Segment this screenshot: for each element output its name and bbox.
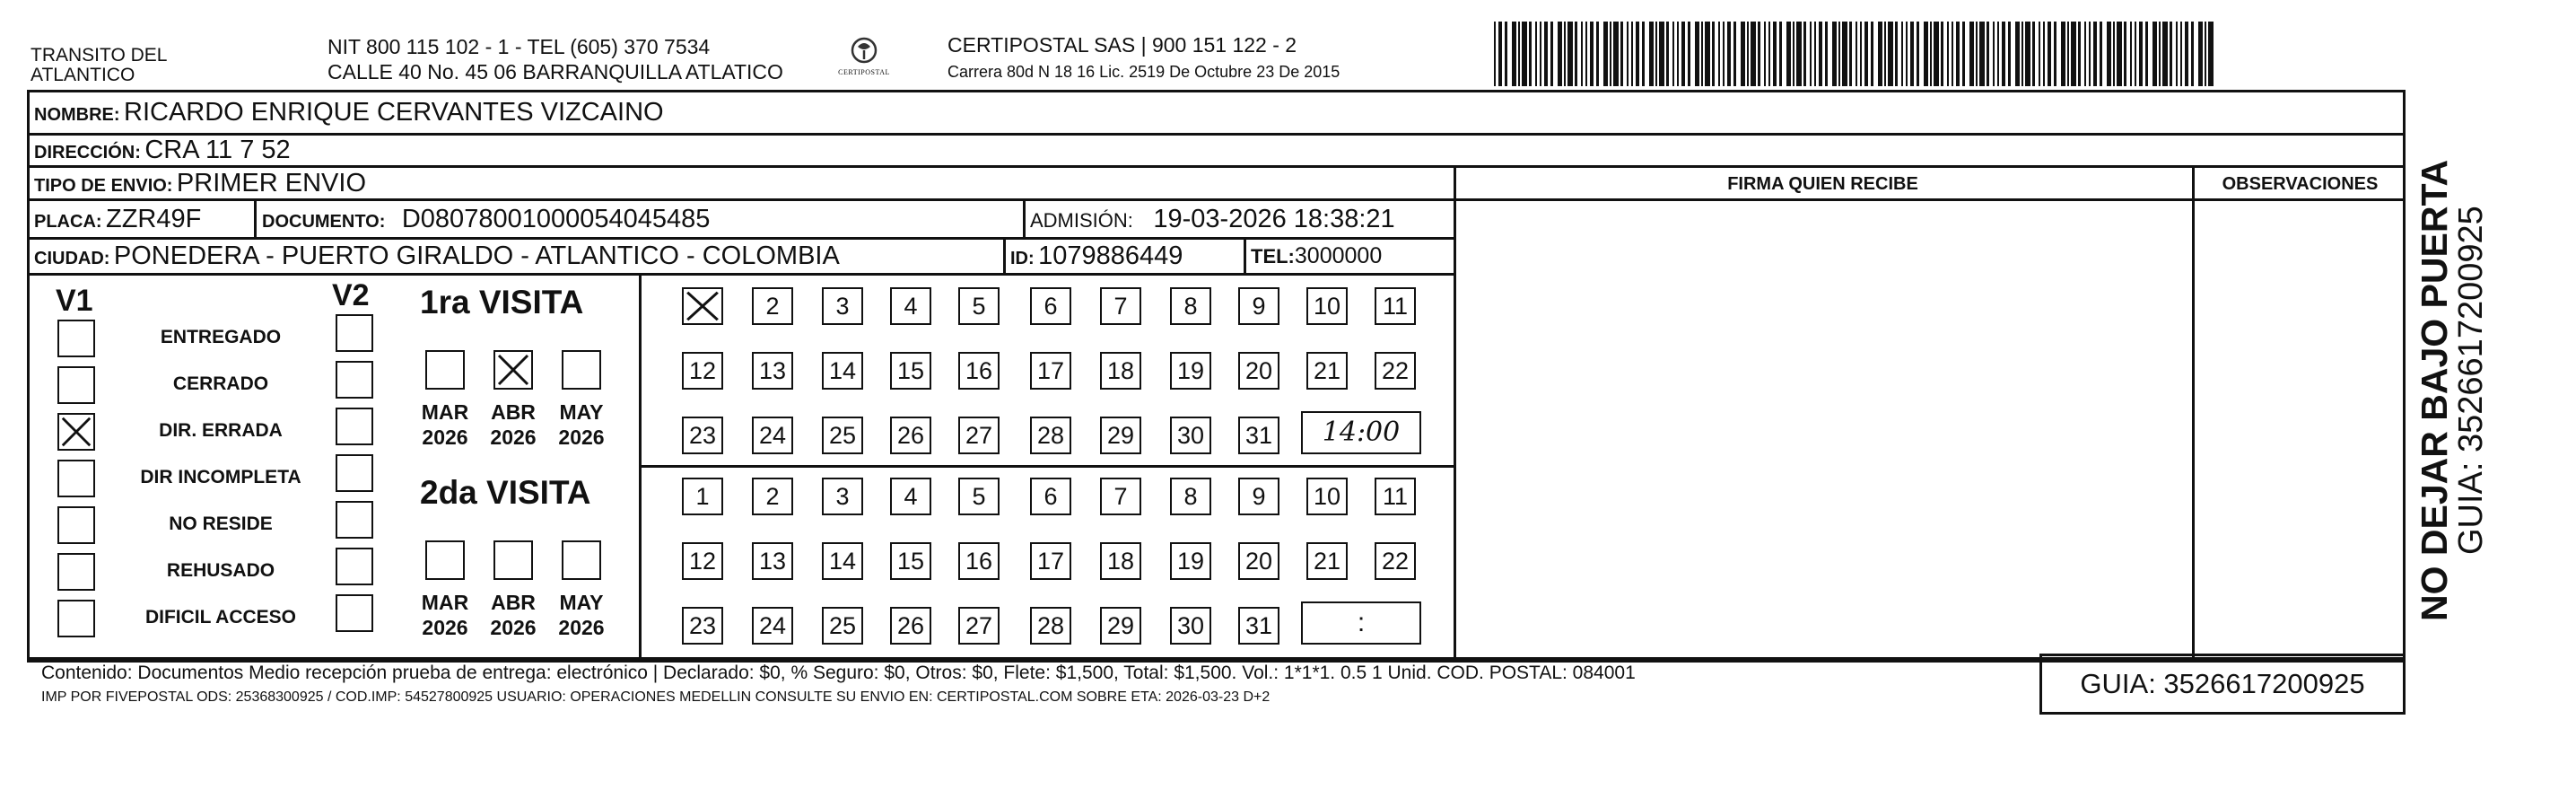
barcode-bar bbox=[1718, 22, 1720, 86]
recipient-name-value: RICARDO ENRIQUE CERVANTES VIZCAINO bbox=[124, 98, 664, 127]
day-checkbox[interactable]: 23 bbox=[682, 607, 723, 645]
divider bbox=[1454, 165, 1456, 657]
barcode-bar bbox=[1842, 22, 1847, 86]
recipient-name-field bbox=[34, 97, 664, 132]
plate-label: PLACA: bbox=[34, 212, 102, 232]
document-field bbox=[262, 204, 710, 239]
phone-label: TEL: bbox=[1251, 245, 1295, 268]
day-checkbox[interactable]: 3 bbox=[822, 287, 863, 325]
barcode-bar bbox=[1803, 22, 1806, 86]
day-checkbox[interactable]: 12 bbox=[682, 352, 723, 390]
month-checkbox[interactable] bbox=[493, 540, 533, 580]
month-checkbox[interactable] bbox=[493, 350, 533, 390]
barcode-bar bbox=[2124, 22, 2126, 86]
barcode-bar bbox=[2054, 22, 2056, 86]
divider bbox=[2192, 165, 2195, 657]
barcode-bar bbox=[1979, 22, 1985, 86]
barcode-bar bbox=[2159, 22, 2161, 86]
barcode-bar bbox=[1631, 22, 1633, 86]
barcode-bar bbox=[1901, 22, 1903, 86]
day-checkbox[interactable]: 14 bbox=[822, 542, 863, 580]
id-value: 1079886449 bbox=[1038, 241, 1183, 270]
barcode-bar bbox=[1764, 22, 1766, 86]
barcode-bar bbox=[1585, 22, 1587, 86]
day-checkbox[interactable]: 20 bbox=[1238, 352, 1279, 390]
barcode-bar bbox=[1871, 22, 1873, 86]
barcode-bar bbox=[1659, 22, 1664, 86]
issuer-address: CALLE 40 No. 45 06 BARRANQUILLA ATLATICO bbox=[327, 60, 783, 83]
barcode-bar bbox=[1832, 22, 1837, 86]
barcode-bar bbox=[1550, 22, 1553, 86]
status-reason-label: NO RESIDE bbox=[169, 514, 273, 534]
barcode-bar bbox=[2100, 22, 2102, 86]
contents-line: Contenido: Documentos Medio recepción prueba de entrega: electrónico | Declarado: $0, % Seguro: $0, Otros: $0, Flete: $1,500, Total: $1,500. Vol.: 1*1*1. 0.5 1 Unid. COD. POSTAL: 084001 bbox=[41, 663, 1636, 683]
day-checkbox[interactable] bbox=[682, 287, 723, 325]
v1-checkbox[interactable] bbox=[57, 366, 95, 404]
barcode-bar bbox=[2139, 22, 2143, 86]
day-checkbox[interactable]: 15 bbox=[890, 542, 931, 580]
recipient-name-label: NOMBRE: bbox=[34, 105, 120, 125]
visit-time-box[interactable]: 14:00 bbox=[1301, 411, 1421, 454]
id-label: ID: bbox=[1010, 249, 1035, 268]
day-checkbox[interactable]: 4 bbox=[890, 287, 931, 325]
month-year: 2026 bbox=[422, 426, 468, 449]
barcode-bar bbox=[1681, 22, 1685, 86]
barcode-bar bbox=[1819, 22, 1822, 86]
barcode-bar bbox=[1627, 22, 1629, 86]
address-value: CRA 11 7 52 bbox=[144, 136, 291, 164]
day-checkbox[interactable]: 28 bbox=[1030, 417, 1071, 454]
barcode-bar bbox=[2152, 22, 2157, 86]
barcode-bar bbox=[1768, 22, 1770, 86]
day-checkbox[interactable]: 31 bbox=[1238, 417, 1279, 454]
day-checkbox[interactable]: 15 bbox=[890, 352, 931, 390]
barcode-bar bbox=[2093, 22, 2097, 86]
phone-value: 3000000 bbox=[1294, 243, 1383, 268]
barcode-bar bbox=[1864, 22, 1868, 86]
city-value: PONEDERA - PUERTO GIRALDO - ATLANTICO - COLOMBIA bbox=[113, 241, 840, 270]
v2-checkbox[interactable] bbox=[336, 548, 373, 585]
month-label: MAR bbox=[421, 591, 469, 614]
month-checkbox[interactable] bbox=[425, 540, 465, 580]
barcode-bar bbox=[1884, 22, 1886, 86]
month-year: 2026 bbox=[490, 616, 537, 639]
month-label: ABR bbox=[491, 400, 536, 424]
barcode-bar bbox=[2008, 22, 2011, 86]
barcode-bar bbox=[1849, 22, 1852, 86]
barcode-bar bbox=[1733, 22, 1736, 86]
barcode-bar bbox=[1962, 22, 1965, 86]
day-checkbox[interactable]: 30 bbox=[1170, 417, 1211, 454]
barcode-bar bbox=[1952, 22, 1953, 86]
day-checkbox[interactable]: 19 bbox=[1170, 352, 1211, 390]
month-label: MAY bbox=[559, 400, 604, 424]
barcode-bar bbox=[1596, 22, 1599, 86]
day-checkbox[interactable]: 18 bbox=[1100, 542, 1141, 580]
day-checkbox[interactable]: 1 bbox=[682, 478, 723, 515]
barcode-bar bbox=[1976, 22, 1978, 86]
barcode-bar bbox=[2071, 22, 2076, 86]
status-reason-label: DIR. ERRADA bbox=[159, 420, 283, 441]
barcode-bar bbox=[2176, 22, 2178, 86]
observations-header: OBSERVACIONES bbox=[2222, 174, 2379, 194]
barcode-bar bbox=[1786, 22, 1791, 86]
day-checkbox[interactable]: 13 bbox=[752, 352, 793, 390]
day-checkbox[interactable]: 2 bbox=[752, 287, 793, 325]
v1-checkbox[interactable] bbox=[57, 553, 95, 591]
barcode-bar bbox=[1558, 22, 1562, 86]
barcode-bar bbox=[1741, 22, 1745, 86]
day-checkbox[interactable]: 9 bbox=[1238, 287, 1279, 325]
barcode-bar bbox=[2135, 22, 2136, 86]
day-checkbox[interactable]: 17 bbox=[1030, 352, 1071, 390]
barcode-bar bbox=[1723, 22, 1725, 86]
month-year: 2026 bbox=[422, 616, 468, 639]
day-checkbox[interactable]: 25 bbox=[822, 607, 863, 645]
visit-title: 1ra VISITA bbox=[420, 284, 584, 320]
day-checkbox[interactable]: 6 bbox=[1030, 478, 1071, 515]
day-checkbox[interactable]: 26 bbox=[890, 607, 931, 645]
v2-checkbox[interactable] bbox=[336, 594, 373, 632]
carrier-license: Carrera 80d N 18 16 Lic. 2519 De Octubre 23 De 2015 bbox=[947, 63, 1340, 81]
barcode-bar bbox=[2185, 22, 2188, 86]
day-checkbox[interactable]: 21 bbox=[1306, 352, 1348, 390]
logo-wordmark: CERTIPOSTAL bbox=[838, 68, 890, 76]
day-checkbox[interactable]: 2 bbox=[752, 478, 793, 515]
issuer-name-line1: TRANSITO DEL bbox=[31, 45, 168, 66]
v2-checkbox[interactable] bbox=[336, 314, 373, 352]
barcode-bar bbox=[1701, 22, 1703, 86]
shipment-type-label: TIPO DE ENVIO: bbox=[34, 176, 173, 196]
day-checkbox[interactable]: 16 bbox=[958, 542, 1000, 580]
admission-value: 19-03-2026 18:38:21 bbox=[1153, 205, 1395, 233]
document-label: DOCUMENTO: bbox=[262, 212, 386, 232]
day-checkbox[interactable]: 7 bbox=[1100, 478, 1141, 515]
month-checkbox[interactable] bbox=[562, 540, 601, 580]
divider bbox=[1003, 237, 1006, 273]
city-label: CIUDAD: bbox=[34, 249, 110, 268]
barcode-bar bbox=[1672, 22, 1674, 86]
divider bbox=[1244, 237, 1246, 273]
barcode-bar bbox=[1590, 22, 1594, 86]
barcode-bar bbox=[2015, 22, 2020, 86]
document-value: D08078001000054045485 bbox=[401, 205, 711, 233]
address-label: DIRECCIÓN: bbox=[34, 143, 141, 162]
barcode-bar bbox=[1758, 22, 1760, 86]
v1-checkbox[interactable] bbox=[57, 320, 95, 357]
day-checkbox[interactable]: 24 bbox=[752, 417, 793, 454]
barcode-bar bbox=[2067, 22, 2069, 86]
barcode-bar bbox=[1751, 22, 1756, 86]
divider bbox=[1454, 198, 2406, 201]
day-checkbox[interactable]: 7 bbox=[1100, 287, 1141, 325]
barcode-bar bbox=[1575, 22, 1577, 86]
barcode-bar bbox=[1747, 22, 1749, 86]
barcode-bar bbox=[1688, 22, 1690, 86]
month-label: MAR bbox=[421, 400, 469, 424]
barcode-bar bbox=[1544, 22, 1548, 86]
day-checkbox[interactable]: 17 bbox=[1030, 542, 1071, 580]
day-checkbox[interactable]: 11 bbox=[1375, 478, 1416, 515]
day-checkbox[interactable]: 29 bbox=[1100, 417, 1141, 454]
barcode-bar bbox=[1895, 22, 1898, 86]
barcode-bar bbox=[1610, 22, 1611, 86]
barcode-bar bbox=[1567, 22, 1573, 86]
day-checkbox[interactable]: 10 bbox=[1306, 478, 1348, 515]
day-checkbox[interactable]: 5 bbox=[958, 478, 1000, 515]
day-checkbox[interactable]: 25 bbox=[822, 417, 863, 454]
barcode-bar bbox=[1956, 22, 1960, 86]
barcode-bar bbox=[2191, 22, 2194, 86]
v1-checkbox[interactable] bbox=[57, 600, 95, 637]
x-mark-icon bbox=[59, 415, 93, 449]
barcode-bar bbox=[1906, 22, 1908, 86]
city-field bbox=[34, 241, 840, 276]
barcode-bar bbox=[1878, 22, 1882, 86]
phone-field bbox=[1251, 241, 1382, 275]
v1-checkbox[interactable] bbox=[57, 413, 95, 451]
day-checkbox[interactable]: 3 bbox=[822, 478, 863, 515]
day-checkbox[interactable]: 10 bbox=[1306, 287, 1348, 325]
day-checkbox[interactable]: 5 bbox=[958, 287, 1000, 325]
certipostal-logo bbox=[833, 34, 895, 83]
barcode-bar bbox=[1838, 22, 1840, 86]
status-reason-label: CERRADO bbox=[172, 373, 269, 394]
barcode-bar bbox=[2048, 22, 2051, 86]
side-warning: NO DEJAR BAJO PUERTA bbox=[2414, 159, 2455, 621]
day-checkbox[interactable]: 13 bbox=[752, 542, 793, 580]
barcode-bar bbox=[2170, 22, 2172, 86]
barcode-bar bbox=[1518, 22, 1520, 86]
divider bbox=[254, 198, 257, 237]
day-checkbox[interactable]: 12 bbox=[682, 542, 723, 580]
barcode-bar bbox=[2002, 22, 2005, 86]
month-checkbox[interactable] bbox=[562, 350, 601, 390]
day-checkbox[interactable]: 27 bbox=[958, 607, 1000, 645]
barcode-bar bbox=[2205, 22, 2206, 86]
barcode-bar bbox=[1649, 22, 1654, 86]
barcode-bar bbox=[1522, 22, 1527, 86]
divider bbox=[639, 465, 1454, 468]
printing-line: IMP POR FIVEPOSTAL ODS: 25368300925 / COD.IMP: 54527800925 USUARIO: OPERACIONES MEDELLIN CONSULTE SU ENVIO EN: CERTIPOSTAL.COM SOBRE ETA: 2026-03-23 D+2 bbox=[41, 689, 1271, 705]
barcode-bar bbox=[2117, 22, 2122, 86]
issuer-nit: NIT 800 115 102 - 1 - TEL (605) 370 7534 bbox=[327, 35, 711, 58]
barcode-bar bbox=[1810, 22, 1812, 86]
admission-field bbox=[1030, 204, 1395, 239]
barcode-bar bbox=[1993, 22, 1995, 86]
barcode-bar bbox=[1796, 22, 1802, 86]
status-reason-label: REHUSADO bbox=[166, 560, 275, 581]
day-checkbox[interactable]: 16 bbox=[958, 352, 1000, 390]
barcode-bar bbox=[1930, 22, 1932, 86]
shipment-type-value: PRIMER ENVIO bbox=[176, 169, 367, 198]
day-checkbox[interactable]: 6 bbox=[1030, 287, 1071, 325]
barcode-bar bbox=[1603, 22, 1608, 86]
v2-checkbox[interactable] bbox=[336, 454, 373, 492]
barcode-bar bbox=[1642, 22, 1645, 86]
month-checkbox[interactable] bbox=[425, 350, 465, 390]
visit2-column-header: V2 bbox=[332, 278, 370, 312]
barcode-bar bbox=[1947, 22, 1949, 86]
barcode-bar bbox=[1613, 22, 1619, 86]
barcode-bar bbox=[1655, 22, 1657, 86]
month-year: 2026 bbox=[558, 616, 605, 639]
barcode-bar bbox=[2089, 22, 2091, 86]
barcode bbox=[1494, 22, 2219, 86]
plate-field bbox=[34, 204, 201, 239]
visit-time-box[interactable]: : bbox=[1301, 601, 1421, 645]
day-checkbox[interactable]: 21 bbox=[1306, 542, 1348, 580]
day-checkbox[interactable]: 31 bbox=[1238, 607, 1279, 645]
v1-checkbox[interactable] bbox=[57, 460, 95, 497]
barcode-bar bbox=[2039, 22, 2040, 86]
address-field bbox=[34, 135, 291, 170]
day-checkbox[interactable]: 20 bbox=[1238, 542, 1279, 580]
month-year: 2026 bbox=[558, 426, 605, 449]
barcode-bar bbox=[1888, 22, 1893, 86]
month-label: MAY bbox=[559, 591, 604, 614]
barcode-bar bbox=[2130, 22, 2132, 86]
barcode-bar bbox=[1860, 22, 1862, 86]
day-checkbox[interactable]: 8 bbox=[1170, 478, 1211, 515]
barcode-bar bbox=[2145, 22, 2148, 86]
shipment-type-field bbox=[34, 168, 366, 203]
barcode-bar bbox=[1941, 22, 1943, 86]
v2-checkbox[interactable] bbox=[336, 501, 373, 539]
day-checkbox[interactable]: 29 bbox=[1100, 607, 1141, 645]
barcode-bar bbox=[2078, 22, 2081, 86]
divider bbox=[27, 165, 2406, 168]
barcode-bar bbox=[1712, 22, 1715, 86]
day-checkbox[interactable]: 11 bbox=[1375, 287, 1416, 325]
admission-label: ADMISIÓN: bbox=[1030, 209, 1133, 232]
barcode-bar bbox=[1856, 22, 1857, 86]
visit-title: 2da VISITA bbox=[420, 474, 591, 511]
barcode-bar bbox=[2061, 22, 2065, 86]
barcode-bar bbox=[1505, 22, 1507, 86]
barcode-bar bbox=[2162, 22, 2168, 86]
barcode-bar bbox=[1934, 22, 1939, 86]
barcode-bar bbox=[1581, 22, 1583, 86]
day-checkbox[interactable]: 22 bbox=[1375, 352, 1416, 390]
barcode-bar bbox=[1494, 22, 1496, 86]
day-checkbox[interactable]: 14 bbox=[822, 352, 863, 390]
status-reason-label: ENTREGADO bbox=[160, 327, 282, 347]
barcode-bar bbox=[2180, 22, 2182, 86]
issuer-name-line2: ATLANTICO bbox=[31, 65, 135, 85]
barcode-bar bbox=[1773, 22, 1777, 86]
month-label: ABR bbox=[491, 591, 536, 614]
barcode-bar bbox=[1997, 22, 1999, 86]
barcode-bar bbox=[1825, 22, 1828, 86]
day-checkbox[interactable]: 30 bbox=[1170, 607, 1211, 645]
carrier-name: CERTIPOSTAL SAS | 900 151 122 - 2 bbox=[947, 33, 1297, 57]
day-checkbox[interactable]: 22 bbox=[1375, 542, 1416, 580]
barcode-bar bbox=[1793, 22, 1794, 86]
signature-header: FIRMA QUIEN RECIBE bbox=[1727, 174, 1918, 194]
barcode-bar bbox=[1535, 22, 1537, 86]
barcode-bar bbox=[1705, 22, 1710, 86]
barcode-bar bbox=[1540, 22, 1541, 86]
barcode-bar bbox=[1779, 22, 1782, 86]
barcode-bar bbox=[2084, 22, 2086, 86]
barcode-bar bbox=[2208, 22, 2214, 86]
month-year: 2026 bbox=[490, 426, 537, 449]
day-checkbox[interactable]: 28 bbox=[1030, 607, 1071, 645]
barcode-bar bbox=[1727, 22, 1731, 86]
day-checkbox[interactable]: 8 bbox=[1170, 287, 1211, 325]
v2-checkbox[interactable] bbox=[336, 408, 373, 445]
barcode-bar bbox=[1695, 22, 1699, 86]
visit1-column-header: V1 bbox=[56, 284, 93, 318]
barcode-bar bbox=[1529, 22, 1532, 86]
day-checkbox[interactable]: 18 bbox=[1100, 352, 1141, 390]
barcode-bar bbox=[2113, 22, 2115, 86]
x-mark-icon bbox=[684, 289, 721, 323]
barcode-bar bbox=[1924, 22, 1928, 86]
barcode-bar bbox=[1512, 22, 1516, 86]
barcode-bar bbox=[1620, 22, 1623, 86]
status-reason-label: DIFICIL ACCESO bbox=[144, 607, 296, 628]
barcode-bar bbox=[2022, 22, 2023, 86]
barcode-bar bbox=[2198, 22, 2203, 86]
barcode-bar bbox=[1498, 22, 1502, 86]
plate-value: ZZR49F bbox=[106, 205, 202, 233]
divider bbox=[639, 273, 642, 657]
day-checkbox[interactable]: 26 bbox=[890, 417, 931, 454]
divider bbox=[27, 133, 2406, 136]
barcode-bar bbox=[1666, 22, 1669, 86]
status-reason-label: DIR INCOMPLETA bbox=[140, 467, 301, 487]
v2-checkbox[interactable] bbox=[336, 361, 373, 399]
barcode-bar bbox=[1917, 22, 1919, 86]
barcode-bar bbox=[1987, 22, 1989, 86]
side-tracking: GUIA: 3526617200925 bbox=[2452, 206, 2490, 555]
barcode-bar bbox=[1910, 22, 1914, 86]
divider bbox=[1023, 198, 1026, 237]
id-field bbox=[1010, 241, 1183, 276]
barcode-bar bbox=[2025, 22, 2030, 86]
day-checkbox[interactable]: 4 bbox=[890, 478, 931, 515]
tracking-number: GUIA: 3526617200925 bbox=[2080, 668, 2365, 699]
day-checkbox[interactable]: 23 bbox=[682, 417, 723, 454]
day-checkbox[interactable]: 24 bbox=[752, 607, 793, 645]
barcode-bar bbox=[1969, 22, 1974, 86]
day-checkbox[interactable]: 27 bbox=[958, 417, 1000, 454]
x-mark-icon bbox=[495, 352, 531, 388]
day-checkbox[interactable]: 9 bbox=[1238, 478, 1279, 515]
barcode-bar bbox=[2043, 22, 2045, 86]
day-checkbox[interactable]: 19 bbox=[1170, 542, 1211, 580]
barcode-bar bbox=[2032, 22, 2035, 86]
v1-checkbox[interactable] bbox=[57, 506, 95, 544]
barcode-bar bbox=[1564, 22, 1566, 86]
barcode-bar bbox=[1814, 22, 1816, 86]
barcode-bar bbox=[1677, 22, 1679, 86]
barcode-bar bbox=[1636, 22, 1639, 86]
barcode-bar bbox=[2107, 22, 2111, 86]
